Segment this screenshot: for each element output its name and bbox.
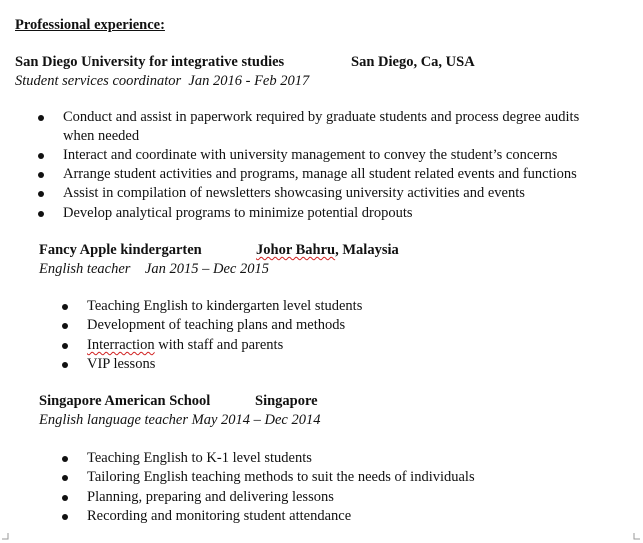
job-2-location — [256, 241, 399, 260]
list-item — [0, 468, 643, 487]
list-item-text — [87, 336, 283, 355]
list-item-text: Conduct and assist in paperwork required by graduate students and process degree audits — [63, 109, 580, 125]
list-item-text: VIP lessons — [87, 356, 156, 372]
job-3-location: Singapore — [255, 393, 318, 409]
list-item-text: Teaching English to kindergarten level students — [87, 298, 363, 314]
bullet-icon — [62, 343, 68, 349]
bullet-icon — [62, 362, 68, 368]
list-item-text: Development of teaching plans and methods — [87, 317, 346, 333]
section-heading: Professional experience: — [15, 17, 165, 33]
list-item — [0, 449, 643, 468]
job-1-role: Student services coordinator Jan 2016 - Feb 2017 — [15, 73, 310, 89]
list-item-text: Tailoring English teaching methods to suit the needs of individuals — [87, 469, 475, 485]
list-item-continuation — [0, 127, 643, 146]
list-item — [0, 507, 643, 526]
page-corner-mark-right — [633, 533, 640, 540]
page-corner-mark-left — [2, 533, 9, 540]
list-item-text: Planning, preparing and delivering lessons — [87, 489, 334, 505]
list-item — [0, 297, 643, 316]
list-item — [0, 355, 643, 374]
list-item-text: Recording and monitoring student attendance — [87, 508, 352, 524]
list-item — [0, 184, 643, 203]
bullet-icon — [38, 115, 44, 121]
list-item-text: Assist in compilation of newsletters showcasing university activities and events — [63, 185, 525, 201]
job-2-role: English teacher Jan 2015 – Dec 2015 — [39, 261, 269, 277]
bullet-icon — [62, 456, 68, 462]
list-item — [0, 336, 643, 355]
bullet-icon — [38, 172, 44, 178]
job-3-employer: Singapore American School — [39, 393, 211, 409]
list-item-text: Interact and coordinate with university management to convey the student’s concerns — [63, 147, 558, 163]
list-item-text-rest: with staff and parents — [154, 337, 284, 353]
list-item-text: when needed — [63, 128, 140, 144]
list-item — [0, 488, 643, 507]
job-3-role: English language teacher May 2014 – Dec 2014 — [39, 412, 321, 428]
job-1-employer: San Diego University for integrative studies — [15, 54, 285, 70]
bullet-icon — [38, 211, 44, 217]
list-item-text: Arrange student activities and programs, manage all student related events and functions — [63, 166, 577, 182]
list-item — [0, 146, 643, 165]
bullet-icon — [38, 191, 44, 197]
list-item — [0, 108, 643, 127]
list-item-text: Develop analytical programs to minimize potential dropouts — [63, 205, 413, 221]
spellcheck-word: Johor Bahru — [256, 242, 336, 258]
job-2-location-rest: , Malaysia — [335, 242, 399, 258]
list-item — [0, 316, 643, 335]
list-item — [0, 165, 643, 184]
job-1-location: San Diego, Ca, USA — [351, 54, 475, 70]
list-item — [0, 204, 643, 223]
bullet-icon — [38, 153, 44, 159]
spellcheck-word: Interraction — [87, 337, 155, 353]
list-item-text: Teaching English to K-1 level students — [87, 450, 312, 466]
bullet-icon — [62, 514, 68, 520]
bullet-icon — [62, 495, 68, 501]
bullet-icon — [62, 304, 68, 310]
bullet-icon — [62, 475, 68, 481]
bullet-icon — [62, 323, 68, 329]
job-2-employer: Fancy Apple kindergarten — [39, 242, 202, 258]
